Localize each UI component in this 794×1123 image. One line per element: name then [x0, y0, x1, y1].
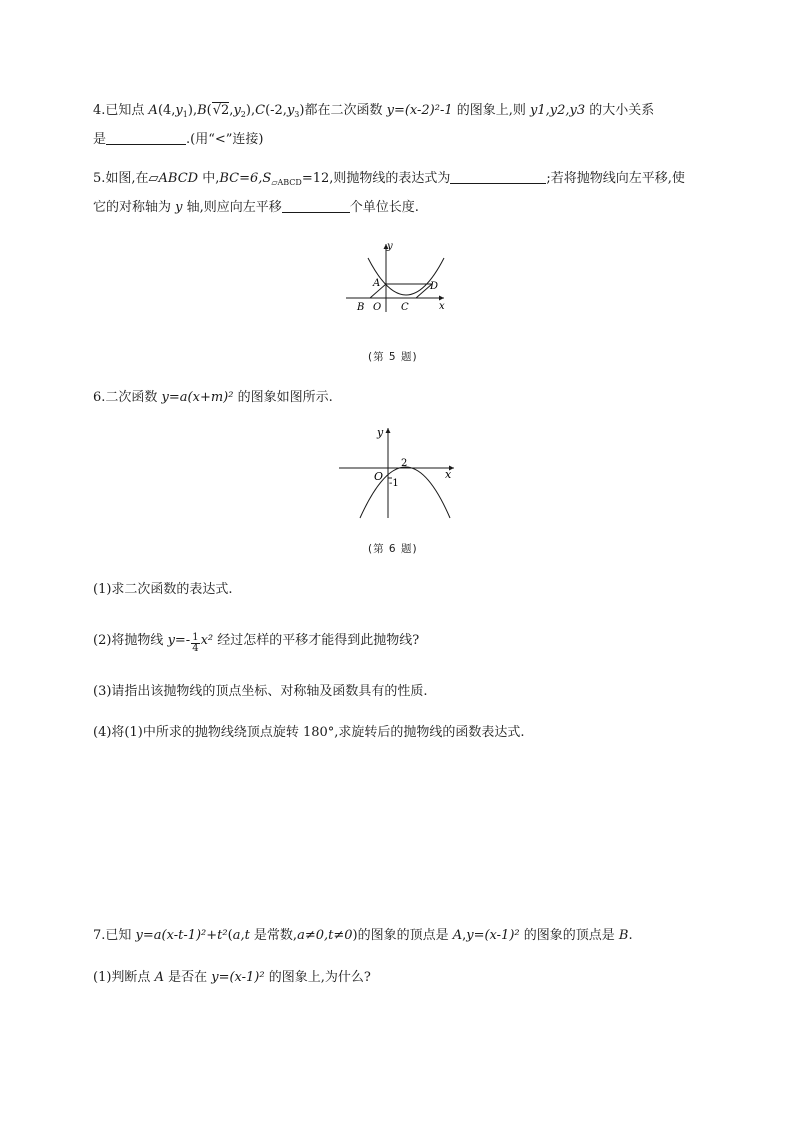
q7-period: .: [628, 928, 633, 943]
answer-blank[interactable]: [282, 199, 350, 213]
label-b: B: [357, 302, 365, 313]
question-4-line-2: [93, 131, 263, 149]
q7-text: .已知: [101, 928, 136, 943]
q5-text: 中,: [198, 171, 220, 186]
q7-part1-function: y=(x-1)²: [211, 970, 265, 985]
q7-part1-text: 是否在: [163, 970, 212, 985]
answer-blank[interactable]: [450, 170, 546, 184]
q7-comma: ,: [462, 928, 467, 943]
q6-part2-text: (2)将抛物线: [93, 633, 168, 648]
fraction-one-quarter: [191, 633, 199, 654]
q4-after: 的图象上,则: [452, 103, 531, 118]
q7-function-2: y=(x-1)²: [466, 928, 520, 943]
q7-part1-text: 的图象上,为什么?: [264, 970, 371, 985]
y1-var: y: [175, 103, 183, 118]
q4-order: y1,y2,y3: [530, 103, 586, 118]
q4-close: ),: [187, 103, 198, 118]
label-c: C: [401, 302, 409, 313]
q6-part-2: [93, 632, 419, 654]
label-y: y: [387, 241, 393, 252]
q6-text: .二次函数: [101, 390, 162, 405]
fraction-numerator: 1: [192, 632, 199, 643]
figure-5-caption: (第 5 题): [368, 351, 418, 363]
q6-text: 的图象如图所示.: [233, 390, 333, 405]
q4-close: ): [299, 103, 305, 118]
q5-text: 它的对称轴为: [93, 200, 176, 215]
figure-6-graph: [334, 422, 462, 522]
q6-part2-x: x²: [200, 633, 214, 648]
q4-intro: .已知点: [101, 103, 149, 118]
q4-tail: 的大小关系: [585, 103, 655, 118]
q7-text: )的图象的顶点是: [352, 928, 453, 943]
question-number: 7: [93, 928, 102, 943]
q6-part-1: (1)求二次函数的表达式.: [93, 582, 233, 597]
question-5-line-2: [93, 199, 419, 217]
question-7-line: [93, 927, 633, 945]
point-b: B: [618, 928, 629, 943]
figure-5-graph: [340, 236, 460, 316]
question-5-line-1: [93, 170, 685, 188]
question-number: 6: [93, 390, 102, 405]
label-d: D: [430, 281, 439, 292]
q7-params: a,t: [232, 928, 250, 943]
point-a: A: [452, 928, 463, 943]
q7-part-1: [93, 969, 371, 987]
q5-bc: BC=6,: [219, 171, 263, 186]
area-symbol: S: [262, 171, 272, 186]
q6-function: y=a(x+m)²: [161, 390, 234, 405]
label-y: y: [377, 426, 384, 439]
label-o: O: [373, 302, 382, 313]
q4-open: (: [206, 103, 212, 118]
y-axis-var: y: [175, 200, 183, 215]
label-o: O: [374, 470, 384, 483]
q7-function-1: y=a(x-t-1)²+t²: [135, 928, 228, 943]
q5-text: ;若将抛物线向左平移,使: [546, 171, 685, 186]
q4-line2-start: 是: [93, 132, 107, 147]
answer-blank[interactable]: [106, 131, 186, 145]
question-number: 5: [93, 171, 102, 186]
x-axis-arrow: [439, 296, 444, 301]
q4-mid: 都在二次函数: [304, 103, 387, 118]
y-axis-arrow: [386, 428, 391, 433]
q4-a-coords: (4,: [157, 103, 176, 118]
q5-text: 轴,则应向左平移: [182, 200, 282, 215]
q7-text: 是常数,: [249, 928, 298, 943]
sqrt-two: √2: [212, 103, 230, 118]
label-2: 2: [401, 458, 408, 469]
q6-part2-text: 经过怎样的平移才能得到此抛物线?: [213, 633, 420, 648]
q6-part-4: (4)将(1)中所求的抛物线绕顶点旋转 180°,求旋转后的抛物线的函数表达式.: [93, 725, 525, 740]
label-x: x: [439, 301, 445, 312]
area-subscript: ▱ABCD: [271, 178, 302, 187]
point-c: C: [255, 103, 266, 118]
q5-text: 个单位长度.: [349, 200, 419, 215]
q6-part2-y: y=-: [167, 633, 191, 648]
point-a: A: [148, 103, 158, 118]
q5-text: =12,则抛物线的表达式为: [301, 171, 451, 186]
label-a: A: [373, 278, 381, 289]
point-b: B: [197, 103, 207, 118]
q4-c-coords: (-2,: [265, 103, 287, 118]
point-a: A: [154, 970, 164, 985]
question-number: 4: [93, 103, 102, 118]
label-minus-1: -1: [389, 478, 399, 489]
parallelogram-name: ABCD: [158, 171, 199, 186]
q7-text: (: [227, 928, 233, 943]
q7-part1-text: (1)判断点: [93, 970, 155, 985]
question-4-line-1: 4.已知点 $A(4,y_1),B(√2,y_2),C(-2,y_3)$都在二次函数 y=(x-2)²-1 的图象上,则 y1,y2,y3 的大小关系: [93, 103, 655, 119]
q4-comma: ,: [229, 103, 234, 118]
fraction-denominator: 4: [192, 643, 199, 654]
q5-text: .如图,在▱: [101, 171, 159, 186]
q6-part-3: (3)请指出该抛物线的顶点坐标、对称轴及函数具有的性质.: [93, 684, 428, 699]
q7-condition: a≠0,t≠0: [297, 928, 353, 943]
figure-6-caption: (第 6 题): [368, 543, 418, 555]
q7-text: 的图象的顶点是: [519, 928, 619, 943]
q4-function: y=(x-2)²-1: [386, 103, 453, 118]
q4-close: ),: [245, 103, 256, 118]
q4-line2-end: .(用“<”连接): [186, 132, 264, 147]
label-x: x: [445, 468, 452, 481]
question-6-line: [93, 389, 333, 407]
